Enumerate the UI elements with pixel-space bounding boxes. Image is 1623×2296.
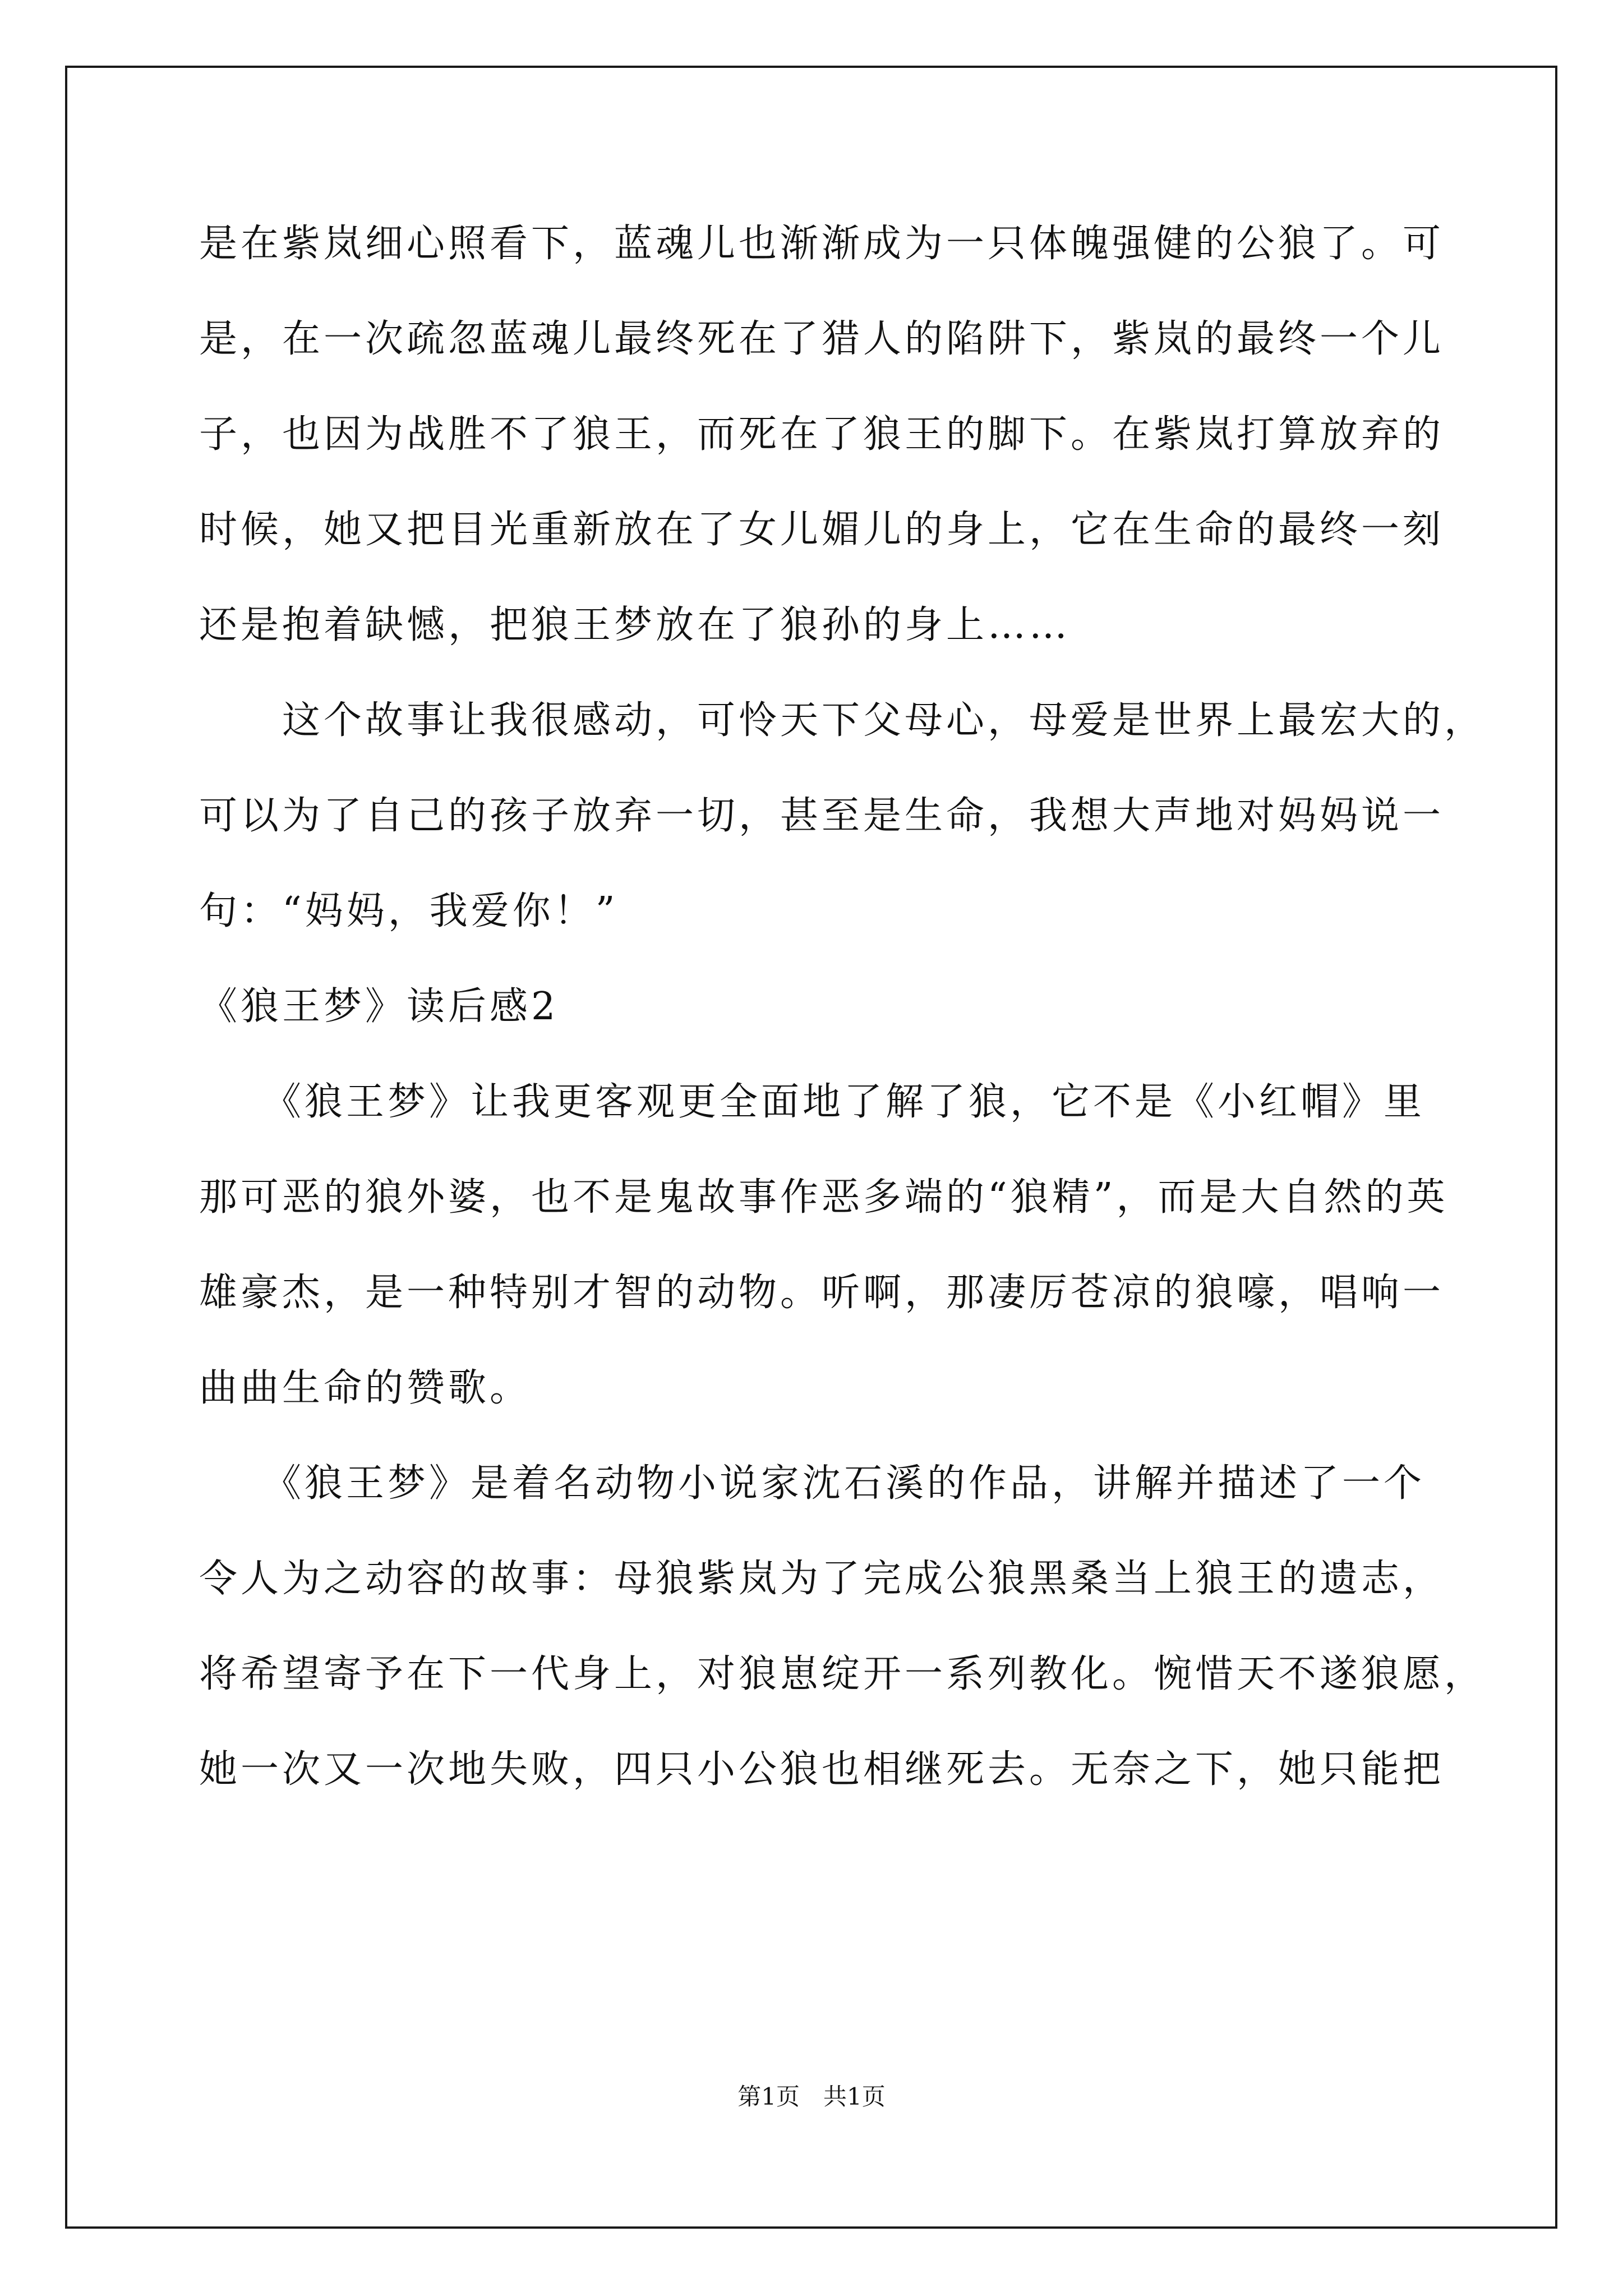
page-border (65, 66, 1557, 2229)
text-line: 子，也因为战胜不了狼王，而死在了狼王的脚下。在紫岚打算放弃的 (199, 412, 1445, 457)
text-line: 这个故事让我很感动，可怜天下父母心，母爱是世界上最宏大的， (199, 698, 1486, 743)
text-line: 可以为了自己的孩子放弃一切，甚至是生命，我想大声地对妈妈说一 (199, 794, 1445, 838)
text-line: 《狼王梦》是着名动物小说家沈石溪的作品，讲解并描述了一个 (199, 1461, 1426, 1506)
text-line: 句：“妈妈，我爱你！” (199, 889, 619, 933)
text-line: 曲曲生命的赞歌。 (199, 1366, 532, 1410)
text-line: 令人为之动容的故事：母狼紫岚为了完成公狼黑桑当上狼王的遗志， (199, 1557, 1445, 1601)
section-heading: 《狼王梦》读后感2 (199, 984, 559, 1029)
text-line: 将希望寄予在下一代身上，对狼崽绽开一系列教化。惋惜天不遂狼愿， (199, 1652, 1486, 1696)
text-line: 时候，她又把目光重新放在了女儿媚儿的身上，它在生命的最终一刻 (199, 508, 1445, 552)
page-footer: 第1页 共1页 (737, 2083, 886, 2110)
text-line: 雄豪杰，是一种特别才智的动物。听啊，那凄厉苍凉的狼嚎，唱响一 (199, 1271, 1445, 1315)
text-line: 她一次又一次地失败，四只小公狼也相继死去。无奈之下，她只能把 (199, 1747, 1445, 1792)
text-line: 《狼王梦》让我更客观更全面地了解了狼，它不是《小红帽》里 (199, 1080, 1426, 1124)
text-line: 那可恶的狼外婆，也不是鬼故事作恶多端的“狼精”，而是大自然的英 (199, 1175, 1449, 1220)
text-line: 还是抱着缺憾，把狼王梦放在了狼孙的身上…… (199, 603, 1071, 647)
text-line: 是，在一次疏忽蓝魂儿最终死在了猎人的陷阱下，紫岚的最终一个儿 (199, 317, 1445, 361)
text-line: 是在紫岚细心照看下，蓝魂儿也渐渐成为一只体魄强健的公狼了。可 (199, 222, 1445, 266)
